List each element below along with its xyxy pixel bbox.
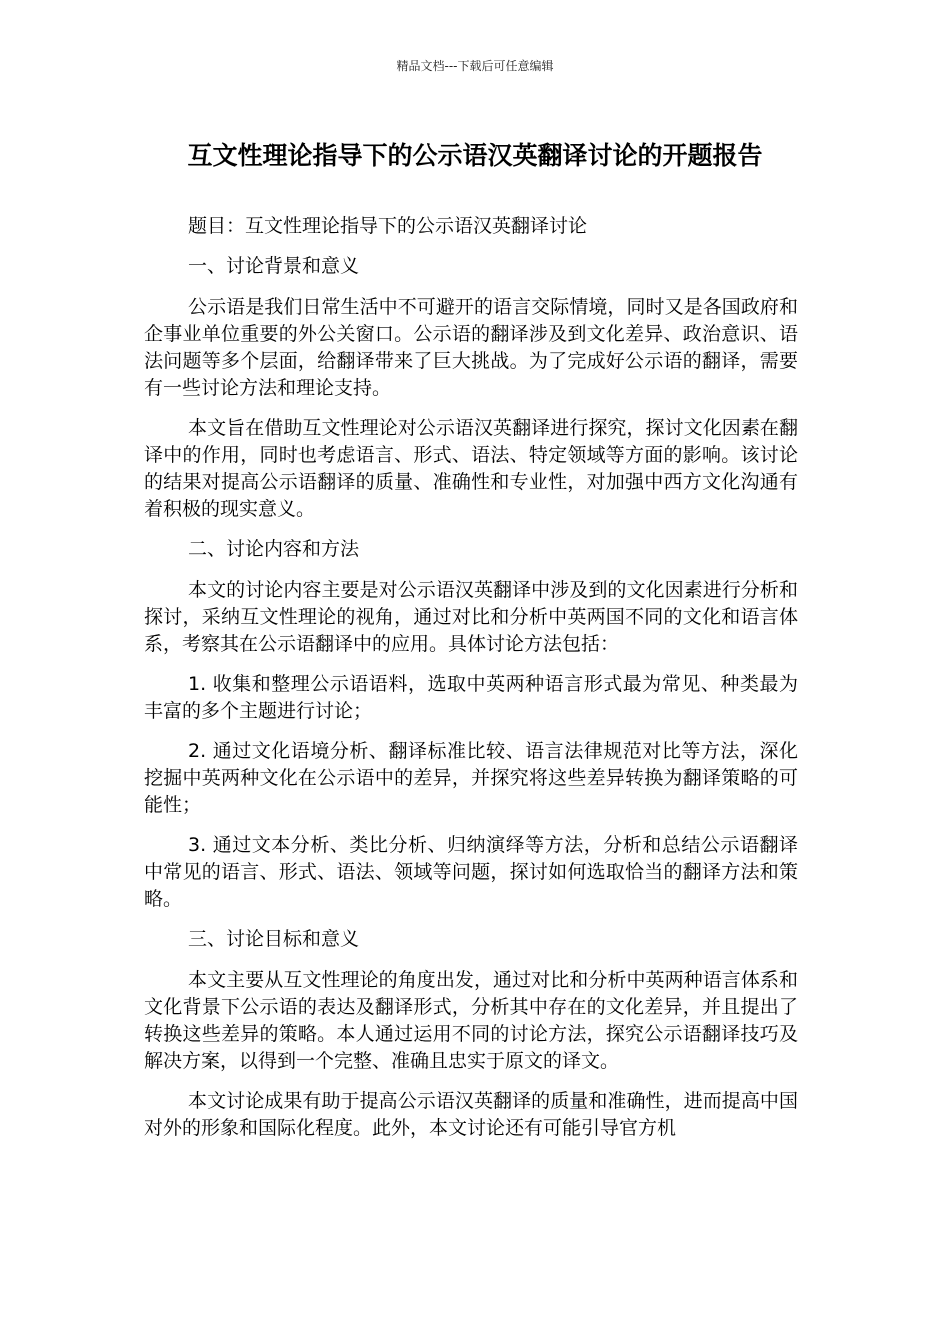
section-heading-goals: 三、讨论目标和意义	[188, 928, 360, 950]
document-body	[144, 213, 798, 1155]
section-heading-content-method: 二、讨论内容和方法	[188, 538, 360, 560]
paragraph: 本文讨论成果有助于提高公示语汉英翻译的质量和准确性，进而提高中国对外的形象和国际化程度。此外，本文讨论还有可能引导官方机	[144, 1090, 798, 1139]
list-item: 1. 收集和整理公示语语料，选取中英两种语言形式最为常见、种类最为丰富的多个主题进行讨论；	[144, 673, 798, 722]
list-item: 2. 通过文化语境分析、翻译标准比较、语言法律规范对比等方法，深化挖掘中英两种文化在公示语中的差异，并探究将这些差异转换为翻译策略的可能性；	[144, 740, 798, 816]
list-item: 3. 通过文本分析、类比分析、归纳演绎等方法，分析和总结公示语翻译中常见的语言、形式、语法、领域等问题，探讨如何选取恰当的翻译方法和策略。	[144, 834, 798, 910]
topic-line: 题目：互文性理论指导下的公示语汉英翻译讨论	[188, 215, 588, 237]
document-title: 互文性理论指导下的公示语汉英翻译讨论的开题报告	[187, 141, 763, 170]
paragraph: 公示语是我们日常生活中不可避开的语言交际情境，同时又是各国政府和企事业单位重要的外公关窗口。公示语的翻译涉及到文化差异、政治意识、语法问题等多个层面，给翻译带来了巨大挑战。为了完成好公示语的翻译，需要有一些讨论方法和理论支持。	[144, 296, 798, 399]
section-heading-background: 一、讨论背景和意义	[188, 255, 360, 277]
paragraph: 本文旨在借助互文性理论对公示语汉英翻译进行探究，探讨文化因素在翻译中的作用，同时也考虑语言、形式、语法、特定领域等方面的影响。该讨论的结果对提高公示语翻译的质量、准确性和专业性，对加强中西方文化沟通有着积极的现实意义。	[144, 417, 798, 520]
header-note: 精品文档---下载后可任意编辑	[396, 59, 554, 73]
paragraph: 本文主要从互文性理论的角度出发，通过对比和分析中英两种语言体系和文化背景下公示语的表达及翻译形式，分析其中存在的文化差异，并且提出了转换这些差异的策略。本人通过运用不同的讨论方法，探究公示语翻译技巧及解决方案，以得到一个完整、准确且忠实于原文的译文。	[144, 969, 798, 1072]
paragraph: 本文的讨论内容主要是对公示语汉英翻译中涉及到的文化因素进行分析和探讨，采纳互文性理论的视角，通过对比和分析中英两国不同的文化和语言体系，考察其在公示语翻译中的应用。具体讨论方法包括：	[144, 579, 798, 655]
